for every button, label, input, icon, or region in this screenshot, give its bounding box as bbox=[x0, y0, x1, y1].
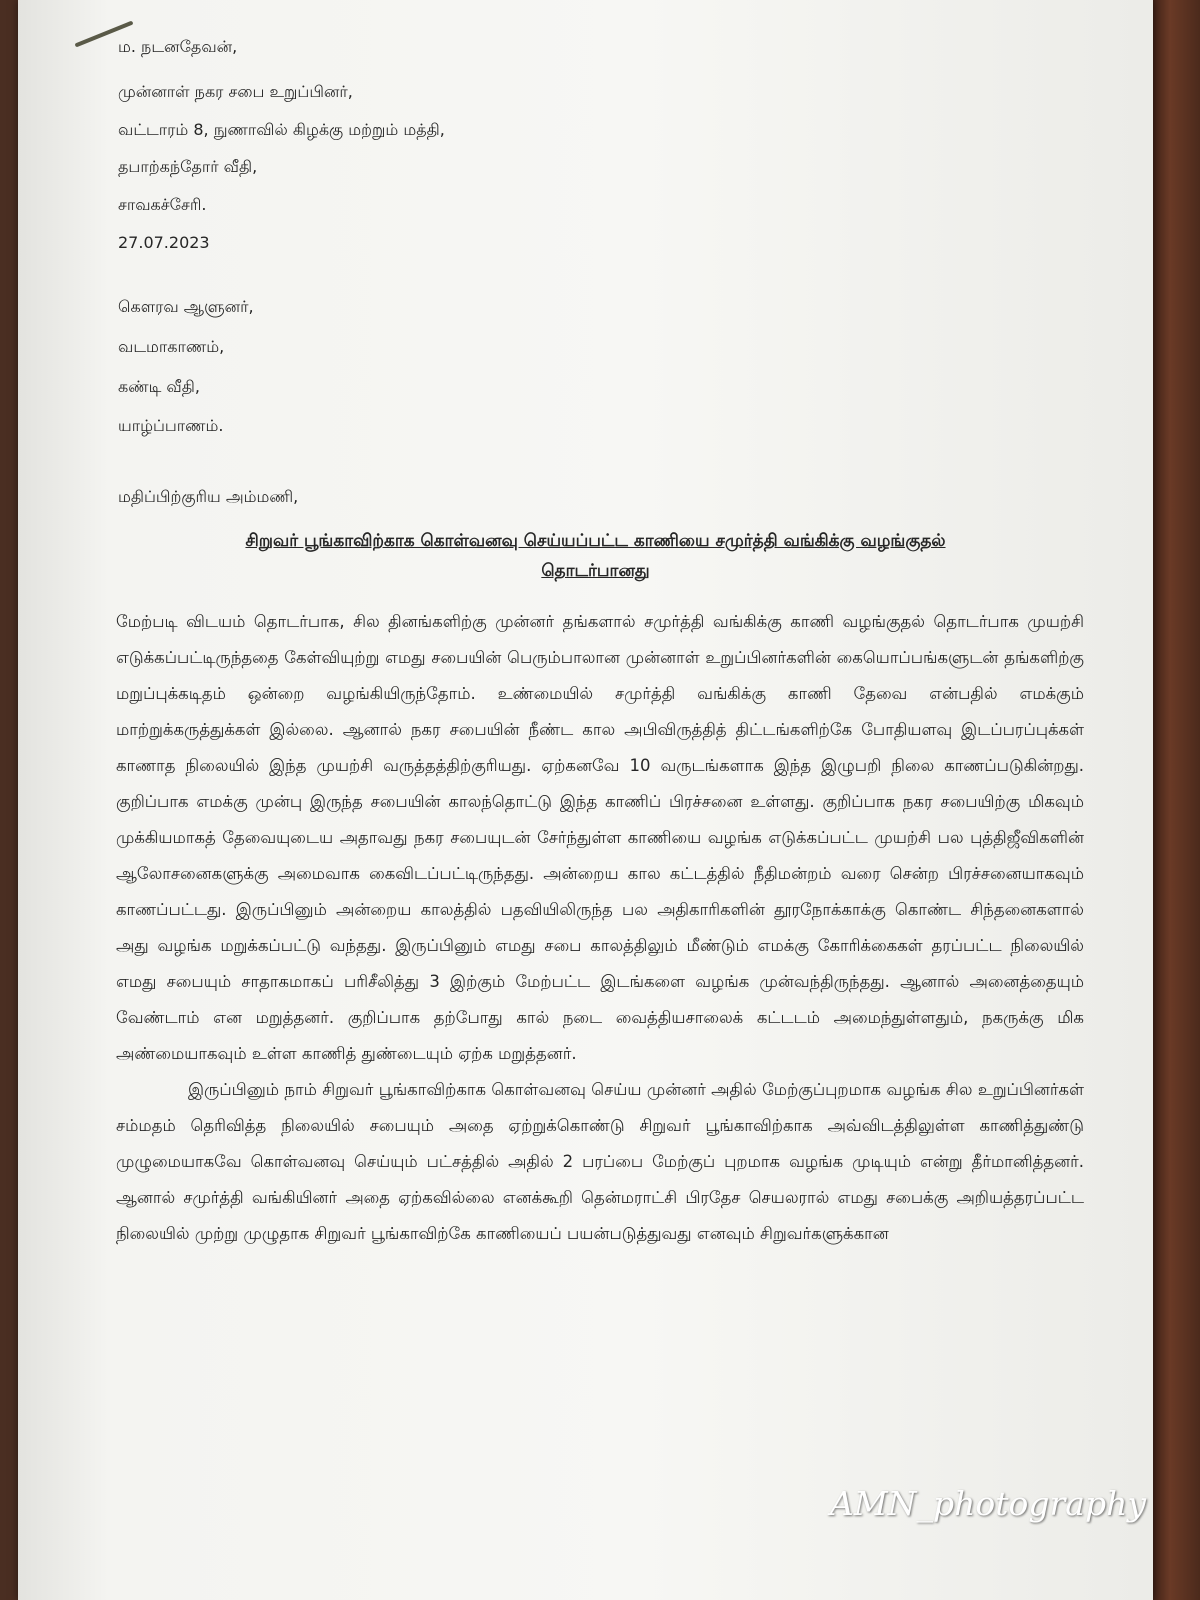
body-paragraph-1: மேற்படி விடயம் தொடர்பாக, சில தினங்களிற்கு முன்னர் தங்களால் சமுர்த்தி வங்கிக்கு காணி வழங்குதல் தொடர்பாக முயற்சி எடுக்கப்பட்டிருந்ததை கேள்வியுற்று எமது சபையின் பெரும்பாலான முன்னாள் உறுப்பினர்களின் கையொப்பங்களுடன் தங்களிற்கு மறுப்புக்கடிதம் ஒன்றை வழங்கியிருந்தோம். உண்மையில் சமுர்த்தி வங்கிக்கு காணி தேவை என்பதில் எமக்கும் மாற்றுக்கருத்துக்கள் இல்லை. ஆனால் நகர சபையின் நீண்ட கால அபிவிருத்தித் திட்டங்களிற்கே போதியளவு இடப்பரப்புக்கள் காணாத நிலையில் இந்த முயற்சி வருத்தத்திற்குரியது. ஏற்கனவே 10 வருடங்களாக இந்த இழுபறி நிலை காணப்படுகின்றது. குறிப்பாக எமக்கு முன்பு இருந்த சபையின் காலந்தொட்டு இந்த காணிப் பிரச்சனை உள்ளது. குறிப்பாக நகர சபையிற்கு மிகவும் முக்கியமாகத் தேவையுடைய அதாவது நகர சபையுடன் சேர்ந்துள்ள காணியை வழங்க எடுக்கப்பட்ட முயற்சி பல புத்திஜீவிகளின் ஆலோசனைகளுக்கு அமைவாக கைவிடப்பட்டிருந்தது. அன்றைய கால கட்டத்தில் நீதிமன்றம் வரை சென்ற பிரச்சனையாகவும் காணப்பட்டது. இருப்பினும் அன்றைய காலத்தில் பதவியிலிருந்த பல அதிகாரிகளின் தூரநோக்காக்கு கொண்ட சிந்தனைகளால் அது வழங்க மறுக்கப்பட்டு வந்தது. இருப்பினும் எமது சபை காலத்திலும் மீண்டும் எமக்கு கோரிக்கைகள் தரப்பட்ட நிலையில் எமது சபையும் சாதாகமாகப் பரிசீலித்து 3 இற்கும் மேற்பட்ட இடங்களை வழங்க முன்வந்திருந்தது. ஆனால் அனைத்தையும் வேண்டாம் என மறுத்தனர். குறிப்பாக தற்போது கால் நடை வைத்தியசாலைக் கட்டடம் அமைந்துள்ளதும், நகருக்கு மிக அண்மையாகவும் உள்ள காணித் துண்டையும் ஏற்க மறுத்தனர். bbox=[116, 612, 1084, 1063]
recipient-city: யாழ்ப்பாணம். bbox=[118, 416, 224, 435]
body-paragraph-2: இருப்பினும் நாம் சிறுவர் பூங்காவிற்காக கொள்வனவு செய்ய முன்னர் அதில் மேற்குப்புறமாக வழங்க சில உறுப்பினர்கள் சம்மதம் தெரிவித்த நிலையில் சபையும் அதை ஏற்றுக்கொண்டு சிறுவர் பூங்காவிற்காக அவ்விடத்திலுள்ள காணித்துண்டு முழுமையாகவே கொள்வனவு செய்யும் பட்சத்தில் அதில் 2 பரப்பை மேற்குப் புறமாக வழங்க முடியும் என்று தீர்மானித்தனர். ஆனால் சமுர்த்தி வங்கியினர் அதை ஏற்கவில்லை எனக்கூறி தென்மராட்சி பிரதேச செயலரால் எமது சபைக்கு அறியத்தரப்பட்ட நிலையில் முற்று முழுதாக சிறுவர் பூங்காவிற்கே காணியைப் பயன்படுத்துவது எனவும் சிறுவர்களுக்கான bbox=[116, 1080, 1084, 1243]
recipient-province: வடமாகாணம், bbox=[118, 337, 225, 356]
letter-page bbox=[18, 0, 1153, 1600]
sender-title: முன்னாள் நகர சபை உறுப்பினர், bbox=[118, 82, 353, 101]
subject-line-2: தொடர்பானது bbox=[541, 561, 650, 581]
sender-name: ம. நடனதேவன், bbox=[118, 37, 238, 56]
letter-body bbox=[116, 604, 1084, 1252]
letter-date: 27.07.2023 bbox=[118, 233, 210, 252]
subject-line-1: சிறுவர் பூங்காவிற்காக கொள்வனவு செய்யப்பட்ட காணியை சமுர்த்தி வங்கிக்கு வழங்குதல் bbox=[245, 531, 946, 551]
sender-ward: வட்டாரம் 8, நுணாவில் கிழக்கு மற்றும் மத்தி, bbox=[118, 120, 445, 139]
salutation: மதிப்பிற்குரிய அம்மணி, bbox=[118, 487, 299, 506]
photographer-watermark: AMN_photography bbox=[830, 1484, 1146, 1523]
recipient-street: கண்டி வீதி, bbox=[118, 377, 200, 396]
sender-city: சாவகச்சேரி. bbox=[118, 195, 207, 214]
recipient-title: கௌரவ ஆளுனர், bbox=[118, 297, 254, 316]
sender-street: தபாற்கந்தோர் வீதி, bbox=[118, 157, 258, 176]
desk-surface bbox=[1150, 0, 1200, 1600]
